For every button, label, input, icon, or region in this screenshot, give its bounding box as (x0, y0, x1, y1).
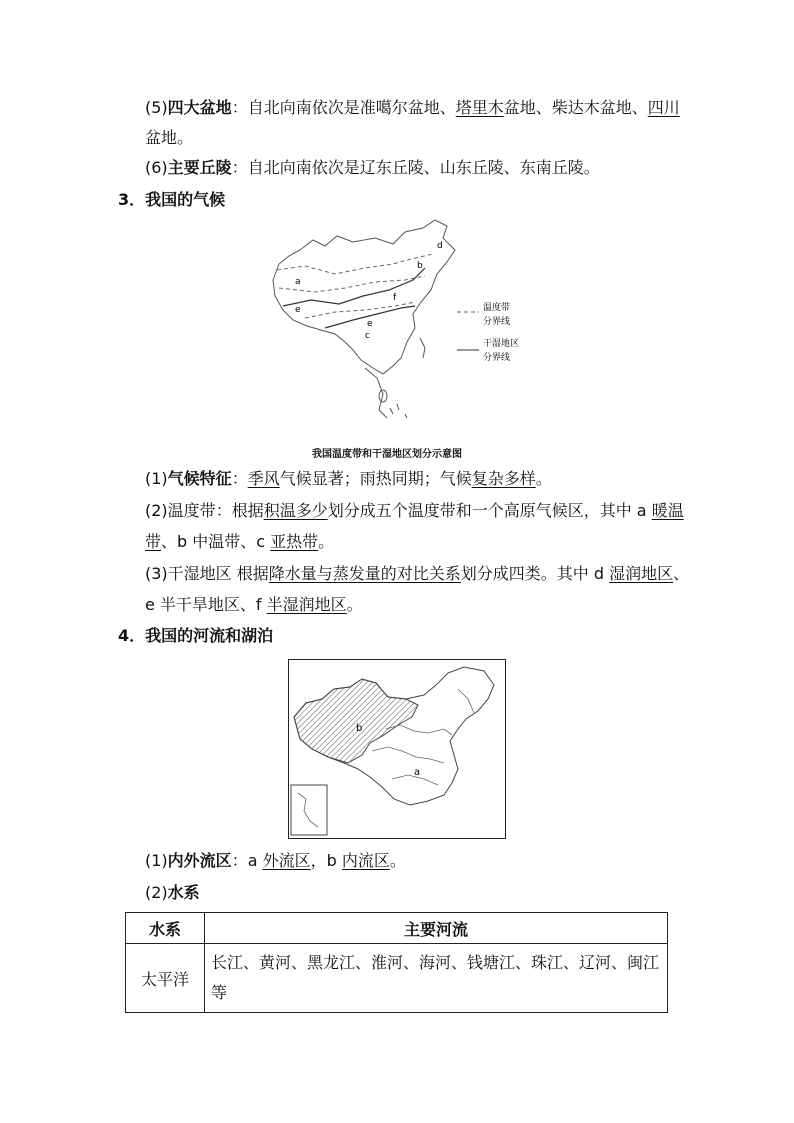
text: 划分成四类。其中 d (460, 564, 610, 583)
column-header: 主要河流 (205, 913, 668, 944)
item-title: 内外流区 (167, 851, 232, 870)
rivers-map-figure (288, 659, 506, 839)
item-title: 主要丘陵 (167, 158, 232, 177)
region-label-e: e (367, 319, 373, 329)
climate-item-2-line-1 (145, 500, 684, 522)
climate-item-1 (145, 468, 552, 490)
text: 气候显著；雨热同期；气候 (279, 469, 472, 488)
table-cell: 长江、黄河、黑龙江、淮河、海河、钱塘江、珠江、辽河、闽江等 (205, 944, 668, 1013)
water-systems-table (125, 912, 668, 1013)
item-number: (2) (145, 883, 168, 902)
blank-answer: 亚热带 (270, 532, 319, 551)
region-label-a: a (414, 767, 421, 778)
region-label-a: a (295, 277, 301, 287)
legend-label: 温度带 (483, 303, 511, 313)
column-header: 水系 (126, 913, 205, 944)
text: ： (231, 469, 248, 488)
item-number: (3) (145, 564, 168, 583)
region-label-d: d (437, 241, 443, 251)
item-number: (1) (145, 469, 168, 488)
text: ，b (310, 851, 342, 870)
rivers-item-1 (145, 850, 406, 872)
region-label-b: b (417, 261, 423, 271)
item-number: (5) (145, 98, 168, 117)
item-title: 水系 (167, 883, 200, 902)
item-number: (6) (145, 158, 168, 177)
blank-answer: 塔里木 (455, 98, 504, 117)
text: 盆地、柴达木盆地、 (503, 98, 648, 117)
blank-answer: 湿润地区 (609, 564, 674, 583)
table-cell: 太平洋 (126, 944, 205, 1013)
region-label-f: f (393, 293, 397, 303)
text: 、b 中温带、c (161, 532, 271, 551)
figure-caption: 我国温度带和干湿地区划分示意图 (312, 449, 462, 460)
blank-answer: 半湿润地区 (266, 595, 347, 614)
text: ：a (231, 851, 263, 870)
humidity-boundary (283, 268, 425, 306)
text: 。 (389, 851, 406, 870)
blank-answer: 外流区 (262, 851, 311, 870)
item-title: 干湿地区 (167, 564, 232, 583)
blank-answer: 内流区 (341, 851, 390, 870)
legend-label: 分界线 (483, 353, 511, 363)
blank-answer: 降水量与蒸发量的对比关系 (268, 564, 461, 583)
south-china-sea-inset (291, 785, 327, 835)
blank-answer: 积温多少 (263, 501, 328, 520)
region-label-b: b (356, 723, 363, 734)
text: ：自北向南依次是辽东丘陵、山东丘陵、东南丘陵。 (231, 158, 600, 177)
legend-label: 分界线 (483, 317, 511, 327)
rivers-item-2 (145, 882, 200, 904)
climate-item-3-line-2 (145, 594, 363, 616)
text: e 半干旱地区、f (145, 595, 267, 614)
blank-answer: 复杂多样 (471, 469, 536, 488)
china-outline (273, 220, 455, 374)
table-row (126, 944, 668, 1013)
text: 、 (673, 564, 690, 583)
item-number: (2) (145, 501, 168, 520)
item-title: 温度带 (167, 501, 216, 520)
item-number: (1) (145, 851, 168, 870)
text: 划分成五个温度带和一个高原气候区，其中 a (327, 501, 652, 520)
text: 。 (346, 595, 363, 614)
blank-answer: 四川 (647, 98, 680, 117)
text: ：自北向南依次是准噶尔盆地、 (231, 98, 456, 117)
climate-item-2-line-2 (145, 531, 334, 553)
blank-answer: 带 (145, 532, 162, 551)
text: ：根据 (215, 501, 264, 520)
item-title: 四大盆地 (167, 98, 232, 117)
climate-item-3-line-1 (145, 563, 689, 585)
temperature-boundary (277, 254, 433, 274)
text: 。 (318, 532, 335, 551)
basins-line-1 (145, 97, 680, 119)
blank-answer: 暖温 (651, 501, 684, 520)
region-label-e: e (295, 305, 301, 315)
text: 根据 (231, 564, 269, 583)
legend-label: 干湿地区 (483, 339, 520, 349)
text: 盆地。 (145, 128, 194, 147)
region-label-c: c (365, 331, 370, 341)
hills-line (145, 157, 600, 179)
climate-map-figure (265, 218, 565, 423)
section-heading-climate: 3．我国的气候 (118, 190, 226, 209)
item-title: 气候特征 (167, 469, 232, 488)
section-heading-rivers: 4．我国的河流和湖泊 (118, 626, 274, 645)
blank-answer: 季风 (247, 469, 280, 488)
table-header-row (126, 913, 668, 944)
basins-line-2 (145, 127, 193, 149)
text: 。 (535, 469, 552, 488)
